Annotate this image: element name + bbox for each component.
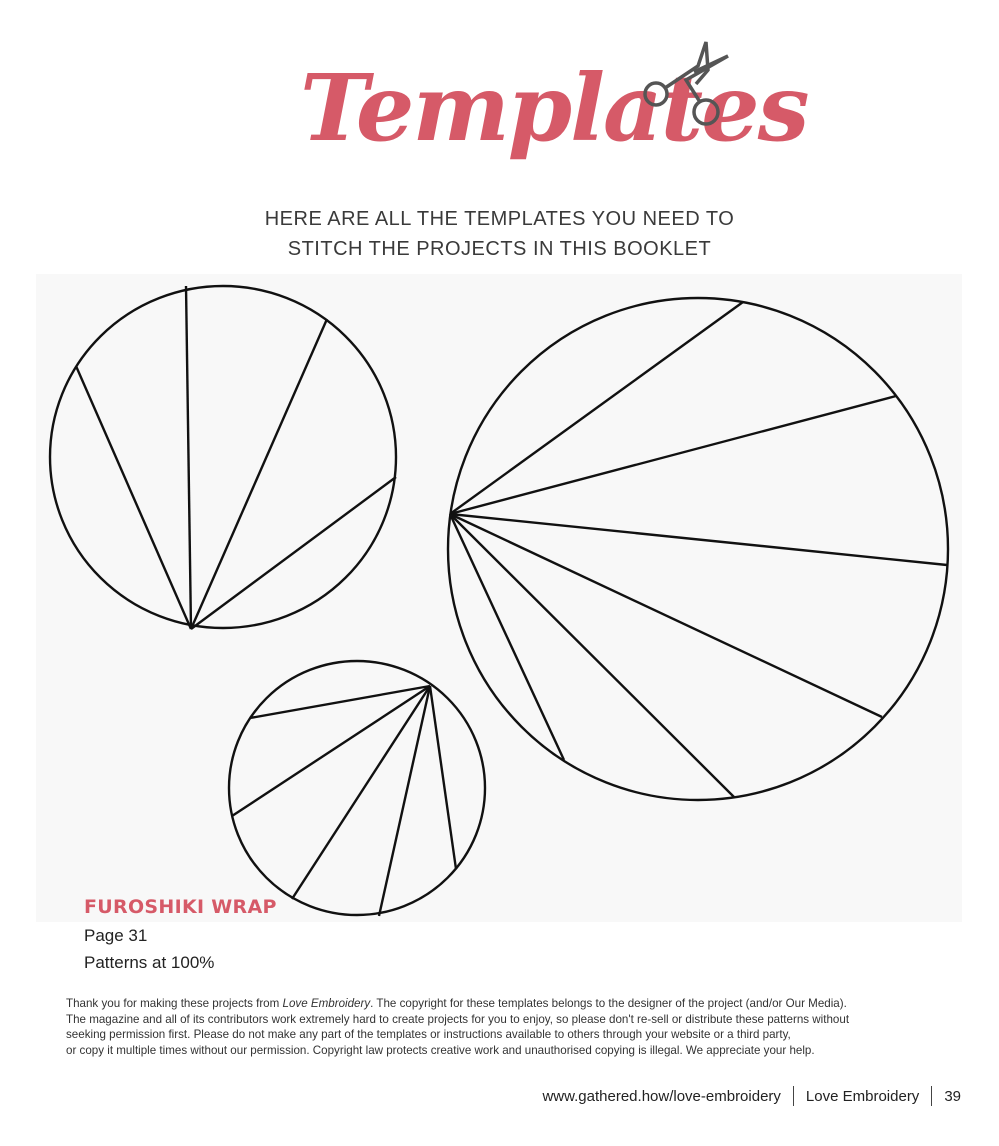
footer-divider (793, 1086, 794, 1106)
notice-line-4: or copy it multiple times without our permission. Copyright law protects creative work and unauthorised copying is illegal. We appreciate your help. (66, 1043, 815, 1057)
page-subtitle (0, 204, 999, 264)
footer-divider (931, 1086, 932, 1106)
subtitle-line-2: STITCH THE PROJECTS IN THIS BOOKLET (287, 238, 712, 260)
template-circle-right (448, 298, 948, 800)
subtitle-line-1: HERE ARE ALL THE TEMPLATES YOU NEED TO (264, 208, 735, 230)
template-circle-left (50, 286, 396, 629)
pattern-scale: Patterns at 100% (84, 953, 215, 972)
footer-url-link[interactable]: www.gathered.how/love-embroidery (542, 1087, 781, 1105)
notice-line-2: The magazine and all of its contributors work extremely hard to create projects for you to enjoy, so please don't re-sell or distribute these patterns without (66, 1012, 850, 1026)
project-name: FUROSHIKI WRAP (84, 896, 277, 918)
notice-text: Thank you for making these projects from (66, 997, 283, 1010)
template-panel (36, 274, 962, 922)
magazine-name-italic: Love Embroidery (282, 997, 371, 1010)
notice-line-1 (66, 996, 946, 1012)
scissors-icon (636, 36, 736, 136)
footer-magazine: Love Embroidery (805, 1087, 920, 1105)
project-page: Page 31 (84, 926, 148, 945)
page-number: 39 (944, 1087, 961, 1105)
page-footer (542, 1086, 961, 1106)
notice-line-3: seeking permission first. Please do not make any part of the templates or instructions available to others through your website or a third party, (66, 1028, 791, 1041)
template-circle-small (229, 661, 485, 916)
notice-text: . The copyright for these templates belongs to the designer of the project (and/or Our Media). (370, 997, 847, 1010)
page-title: Templates (300, 54, 808, 162)
copyright-notice (66, 996, 946, 1058)
templates-drawing (36, 274, 962, 922)
